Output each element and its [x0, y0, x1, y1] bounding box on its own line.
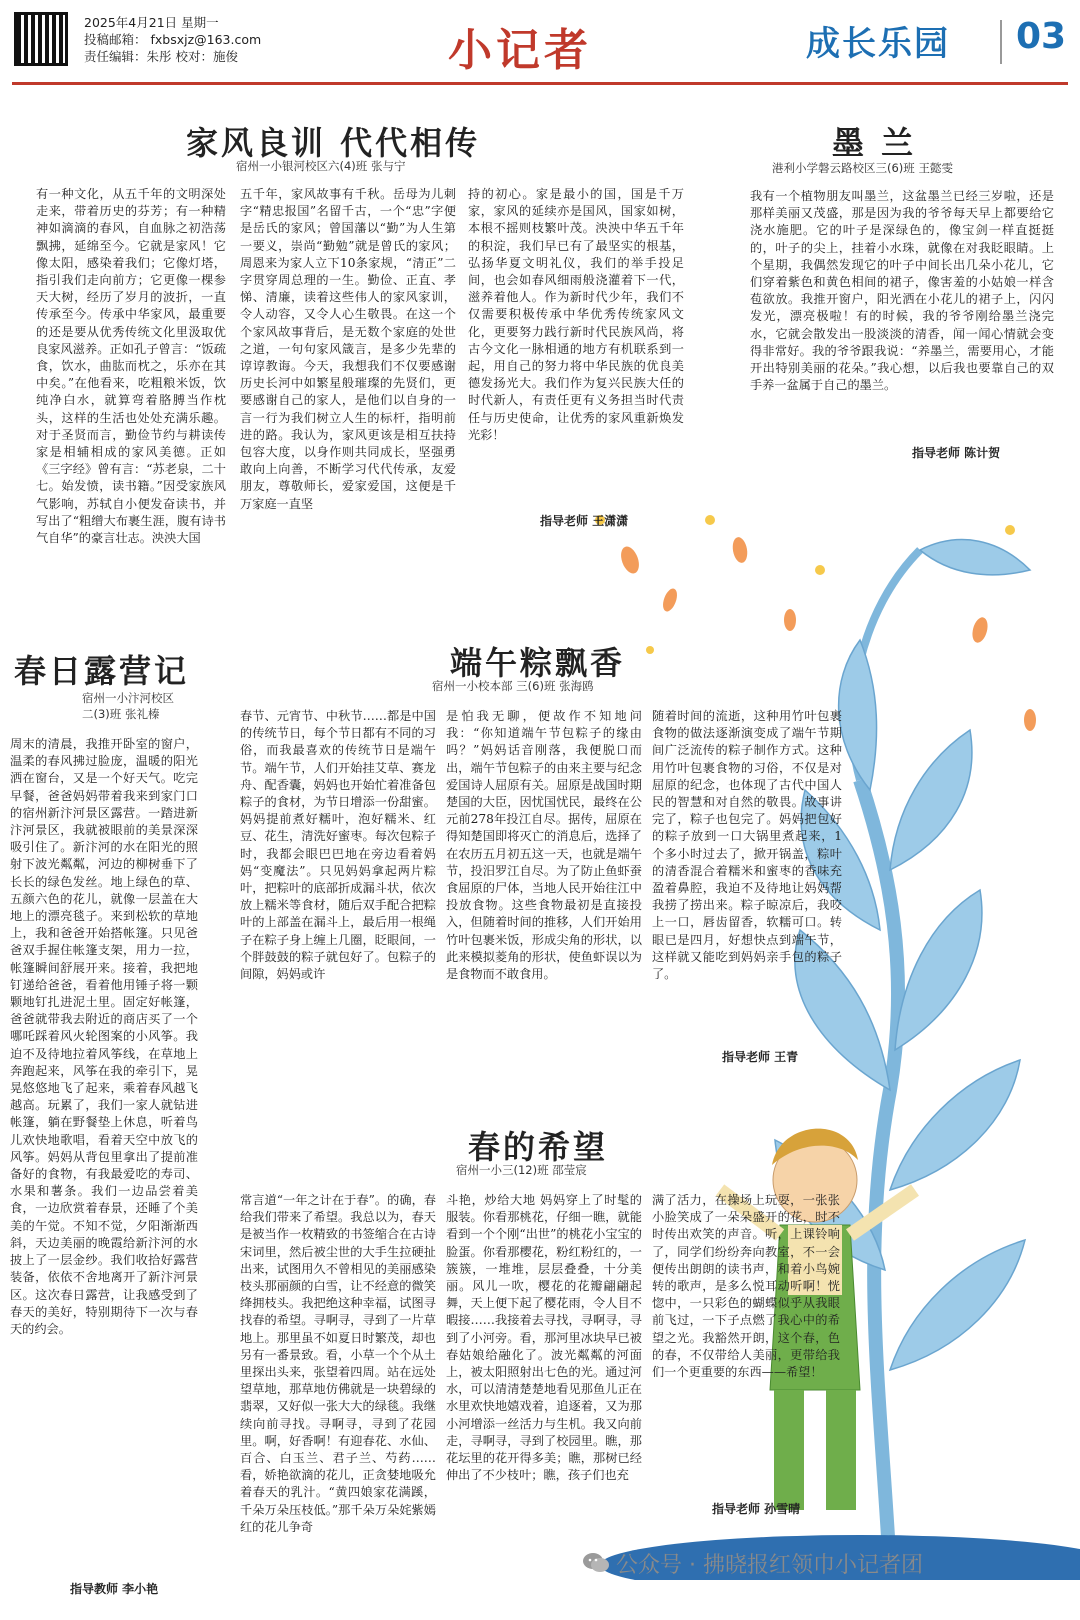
- article-camping-byline-class: 二(3)班 张礼榛: [82, 707, 160, 721]
- article-orchid-advisor: 指导老师 陈计贺: [912, 446, 1001, 460]
- article-zongzi-advisor: 指导老师 王青: [722, 1050, 799, 1064]
- article-zongzi-col3: 随着时间的流逝，这种用竹叶包裹食物的做法逐渐演变成了端午节期间广泛流传的粽子制作方式。这种用竹叶包裹食物的习俗，不仅是对屈原的纪念，也体现了古代中国人民的智慧和对自然的敬畏。故事讲完了，粽子也包完了。妈妈把包好的粽子放到一口大锅里煮起来，1个多小时过去了，掀开锅盖，粽叶的清香混合着糯米和蜜枣的香味充盈着鼻腔，我迫不及待地让妈妈帮我捞了捞出来。粽子晾凉后，我咬上一口，唇齿留香，软糯可口。转眼已是四月，好想快点到端午节，这样就又能吃到妈妈亲手包的粽子了。: [652, 709, 842, 982]
- page-number: 03: [1016, 16, 1067, 57]
- article-orchid-text: 我有一个植物朋友叫墨兰，这盆墨兰已经三岁啦，还是那样美丽又茂盛，那是因为我的爷爷每天早上都要给它浇水施肥。它的叶子是深绿色的，像宝剑一样直挺挺的，叶子的尖上，挂着小水珠，就像在对我眨眼睛。上个星期，我偶然发现它的叶子中间长出几朵小花儿，它们穿着紫色和黄色相间的裙子，像害羞的小姑娘一样含苞欲放。我推开窗户，阳光洒在小花儿的裙子上，闪闪发光，漂亮极啦！有的时候，我的爷爷刚给墨兰浇完水，它就会散发出一股淡淡的清香，闻一闻心情就会变得非常好。我的爷爷跟我说：“养墨兰，需要用心，才能开出特别美丽的花朵。”我心想，以后我也要靠自己的双手养一盆属于自己的墨兰。: [750, 189, 1054, 393]
- article-family-advisor: 指导老师 王潇潇: [540, 514, 629, 528]
- article-spring-byline: 宿州一小三(12)班 邵莹宸: [456, 1163, 587, 1177]
- article-zongzi-col1: 春节、元宵节、中秋节……都是中国的传统节日，每个节日都有不同的习俗，而我最喜欢的传统节日是端午节。端午节，人们开始挂艾草、赛龙舟、配香囊，妈妈也开始忙着准备包粽子的食材，为节日增添一份甜蜜。妈妈提前煮好糯叶，泡好糯米、红豆、花生，清洗好蜜枣。每次包粽子时，我都会眼巴巴地在旁边看着妈妈“变魔法”。只见妈妈拿起两片粽叶，把粽叶的底部折成漏斗状，依次放上糯米等食材，随后双手配合把粽叶的上部盖在漏斗上，最后用一根绳子在粽子身上缠上几圈，眨眼间，一个胖鼓鼓的粽子就包好了。包粽子的间隙，妈妈或许: [240, 709, 436, 982]
- issue-date: 2025年4月21日 星期一: [84, 15, 219, 30]
- article-family-col3: 持的初心。家是最小的国，国是千万家，家风的延续亦是国风，国家如树，本根不摇则枝繁叶茂。泱泱中华五千年的积淀，我们早已有了最坚实的根基，弘扬华夏文明礼仪，我们的举手投足间，也会如春风细雨般浇灌着下一代，滋养着他人。作为新时代少年，我们不仅需要积极传承中华优秀传统家风文化，更要努力践行新时代民族风尚，将古今文化一脉相通的地方有机联系到一起，用自己的努力将中华民族的优良美德发扬光大。我们作为复兴民族大任的时代新人，有责任更有义务担当时代责任与历史使命，让优秀的家风重新焕发光彩！: [468, 187, 684, 442]
- header-meta: [84, 14, 261, 65]
- article-family-title: 家风良训 代代相传: [186, 124, 481, 162]
- article-orchid-title: 墨 兰: [832, 124, 917, 162]
- contribution-email: 投稿邮箱： fxbsxjz@163.com: [84, 32, 262, 47]
- article-zongzi-col2: 是怕我无聊，便故作不知地问我：“你知道端午节包粽子的缘由吗？”妈妈话音刚落，我便脱口而出，端午节包粽子的由来主要与纪念爱国诗人屈原有关。屈原是战国时期楚国的大臣，因忧国忧民，最终在公元前278年投江自尽。据传，屈原在得知楚国即将灭亡的消息后，选择了在农历五月初五这一天，也就是端午节，投汨罗江自尽。为了防止鱼虾蚕食屈原的尸体，当地人民开始往江中投放食物。这些食物最初是直接投入，但随着时间的推移，人们开始用竹叶包裹米饭，形成尖角的形状，以此来模拟菱角的形状，使鱼虾误以为是食物而不敢食用。: [446, 709, 642, 982]
- article-family-col2: 五千年，家风故事有千秋。岳母为儿刺字“精忠报国”名留千古，一个“忠”字便是岳氏的家风；曾国藩以“勤”为人生第一要义，崇尚“勤勉”就是曾氏的家风；周恩来为家人立下10条家规，“清正”二字贯穿周总理的一生。勤俭、正直、孝悌、清廉，读着这些伟人的家风家训，令人动容，又令人心生敬畏。在这一个个家风故事背后，是无数个家庭的处世之道，一句句家风箴言，是多少先辈的谆谆教诲。今天，我想我们不仅要感谢历史长河中如繁星般璀璨的先贤们，更要感谢自己的家人，是他们以自身的一言一行为我们树立人生的标杆，指明前进的路。我认为，家风更该是相互扶持包容大度，以身作则共同成长，坚强勇敢向上向善，不断学习代代传承，友爱朋友，尊敬师长，爱家爱国，这便是千万家庭一直坚: [240, 187, 456, 511]
- article-camping-byline-school: 宿州一小汴河校区: [82, 691, 174, 705]
- article-spring-col1: 常言道“一年之计在于春”。的确，春给我们带来了希望。我总以为，春天是被当作一枚精致的书签缩合在古诗宋词里，然后被尘世的大手生拉硬扯出来，试图用久不曾相见的美丽感染枝头那丽颜的白雪，让不经意的微笑绛拥枝头。我把绝这种幸福，试图寻找春的希望。寻啊寻，寻到了一片草地上。那里虽不如夏日时繁茂，却也另有一番景致。看，小草一个个从土里探出头来，张望着四周。站在远处望草地，那草地仿佛就是一块碧绿的翡翠，又好似一张大大的绿毯。我继续向前寻找。寻啊寻，寻到了花园里。啊，好香啊！有迎春花、水仙、百合、白玉兰、君子兰、芍药……看，娇艳欲滴的花儿，正贪婪地吸允着春天的乳汁。“黄四娘家花满蹊，千朵万朵压枝低。”那千朵万朵姹紫嫣红的花儿争奇: [240, 1193, 436, 1534]
- article-orchid-byline: 港利小学磐云路校区三(6)班 王懿雯: [772, 161, 953, 175]
- article-spring-title: 春的希望: [468, 1128, 609, 1166]
- watermark-text: 公众号 · 拂晓报红领巾小记者团: [616, 1553, 923, 1578]
- article-family-col1: 有一种文化，从五千年的文明深处走来，带着历史的芬芳；有一种精神如滴滴的春风，自血脉之初浩荡飘拂，延绵至今。它就是家风！它像太阳，感染着我们；它像灯塔，指引我们走向前方；它更像一棵参天大树，经历了岁月的波折，一直传承至今。传承中华家风，最重要的还是要从优秀传统文化里汲取优良家风滋养。正如孔子曾言：“饭疏食，饮水，曲肱而枕之，乐亦在其中矣。”在他看来，吃粗粮米饭，饮纯净白水，就算弯着胳膊当作枕头，这样的生活也处处充满乐趣。对于圣贤而言，勤俭节约与耕读传家是相辅相成的家风美德。正如《三字经》曾有言：“苏老泉，二十七。始发愤，读书籍。”因受家族风气影响，苏轼自小便发奋读书，并写出了“粗缯大布裹生涯，腹有诗书气自华”的豪言壮志。泱泱大国: [36, 187, 226, 546]
- article-spring-advisor: 指导老师 孙雪晴: [712, 1502, 801, 1516]
- section-name: 成长乐园: [806, 24, 950, 64]
- article-family-byline: 宿州一小银河校区六(4)班 张与宁: [236, 159, 406, 173]
- article-spring-col2: 斗艳，炒给大地 妈妈穿上了时髦的服装。你看那桃花，仔细一瞧，就能看到一个个刚“出世”的桃花小宝宝的脸蛋。你看那樱花，粉红粉红的，一簇簇，一堆堆，层层叠叠，十分美丽。风儿一吹，樱花的花瓣翩翩起舞，天上便下起了樱花雨，令人目不暇接……我接着去寻找，寻啊寻，寻到了小河旁。看，那河里冰块早已被春姑娘给融化了。波光粼粼的河面上，被太阳照射出七色的光。通过河水，可以清清楚楚地看见那鱼儿正在水里欢快地嬉戏着，追逐着，又为那小河增添一丝活力与生机。我又向前走，寻啊寻，寻到了校园里。瞧，那花坛里的花开得多美；瞧，那树已经伸出了不少枝叶；瞧，孩子们也充: [446, 1193, 642, 1483]
- article-zongzi-byline: 宿州一小校本部 三(6)班 张海鸥: [432, 679, 594, 693]
- header-rule: [12, 82, 1068, 85]
- editors: 责任编辑：朱彤 校对：施俊: [84, 49, 238, 64]
- masthead: 小记者: [448, 25, 592, 76]
- wechat-icon: [582, 1551, 610, 1575]
- header-separator: [1000, 20, 1002, 64]
- article-camping-text: 周末的清晨，我推开卧室的窗户，温柔的春风拂过脸庞，温暖的阳光洒在窗台，又是一个好天气。吃完早餐，爸爸妈妈带着我来到家门口的宿州新汴河景区露营。一踏进新汴河景区，我就被眼前的美景深深吸引住了。新汴河的水在阳光的照射下波光粼粼，河边的柳树垂下了长长的绿色发丝。地上绿色的草、五颜六色的花儿，就像一层盖在大地上的漂亮毯子。来到松软的草地上，我和爸爸开始搭帐篷。只见爸爸双手握住帐篷支架，用力一拉，帐篷瞬间舒展开来。接着，我把地钉递给爸爸，看着他用锤子将一颗颗地钉扎进泥土里。固定好帐篷，爸爸就带我去附近的商店买了一个哪吒踩着风火轮图案的小风筝。我迫不及待地拉着风筝线，在草地上奔跑起来，风筝在我的牵引下，晃晃悠悠地飞了起来，乘着春风越飞越高。玩累了，我们一家人就钻进帐篷，躺在野餐垫上休息，听着鸟儿欢快地歌唱，看着天空中放飞的风筝。妈妈从背包里拿出了提前准备好的食物，有我最爱吃的寿司、水果和薯条。我们一边品尝着美食，一边欣赏着春景，还睡了个美美的午觉。不知不觉，夕阳渐渐西斜，天边美丽的晚霞给新汴河的水披上了一层金纱。我们收拾好露营装备，依依不舍地离开了新汴河景区。这次春日露营，让我感受到了春天的美好，特别期待下一次与春天的约会。: [10, 737, 198, 1336]
- article-zongzi-title: 端午粽飘香: [450, 644, 626, 682]
- article-spring-col3: 满了活力，在操场上玩耍，一张张小脸笑成了一朵朵盛开的花，时不时传出欢笑的声音。听，上课铃响了，同学们纷纷奔向教室，不一会便传出朗朗的读书声，和着小鸟婉转的歌声，是多么悦耳动听啊！恍惚中，一只彩色的蝴蝶似乎从我眼前飞过，一下子点燃了我心中的希望之光。我豁然开朗，这个春，色的春，不仅带给人美丽，更带给我们一个更重要的东西——希望！: [652, 1193, 840, 1380]
- qr-code-icon: [14, 12, 68, 66]
- article-camping-advisor: 指导教师 李小艳: [70, 1582, 159, 1596]
- article-camping-title: 春日露营记: [14, 652, 190, 690]
